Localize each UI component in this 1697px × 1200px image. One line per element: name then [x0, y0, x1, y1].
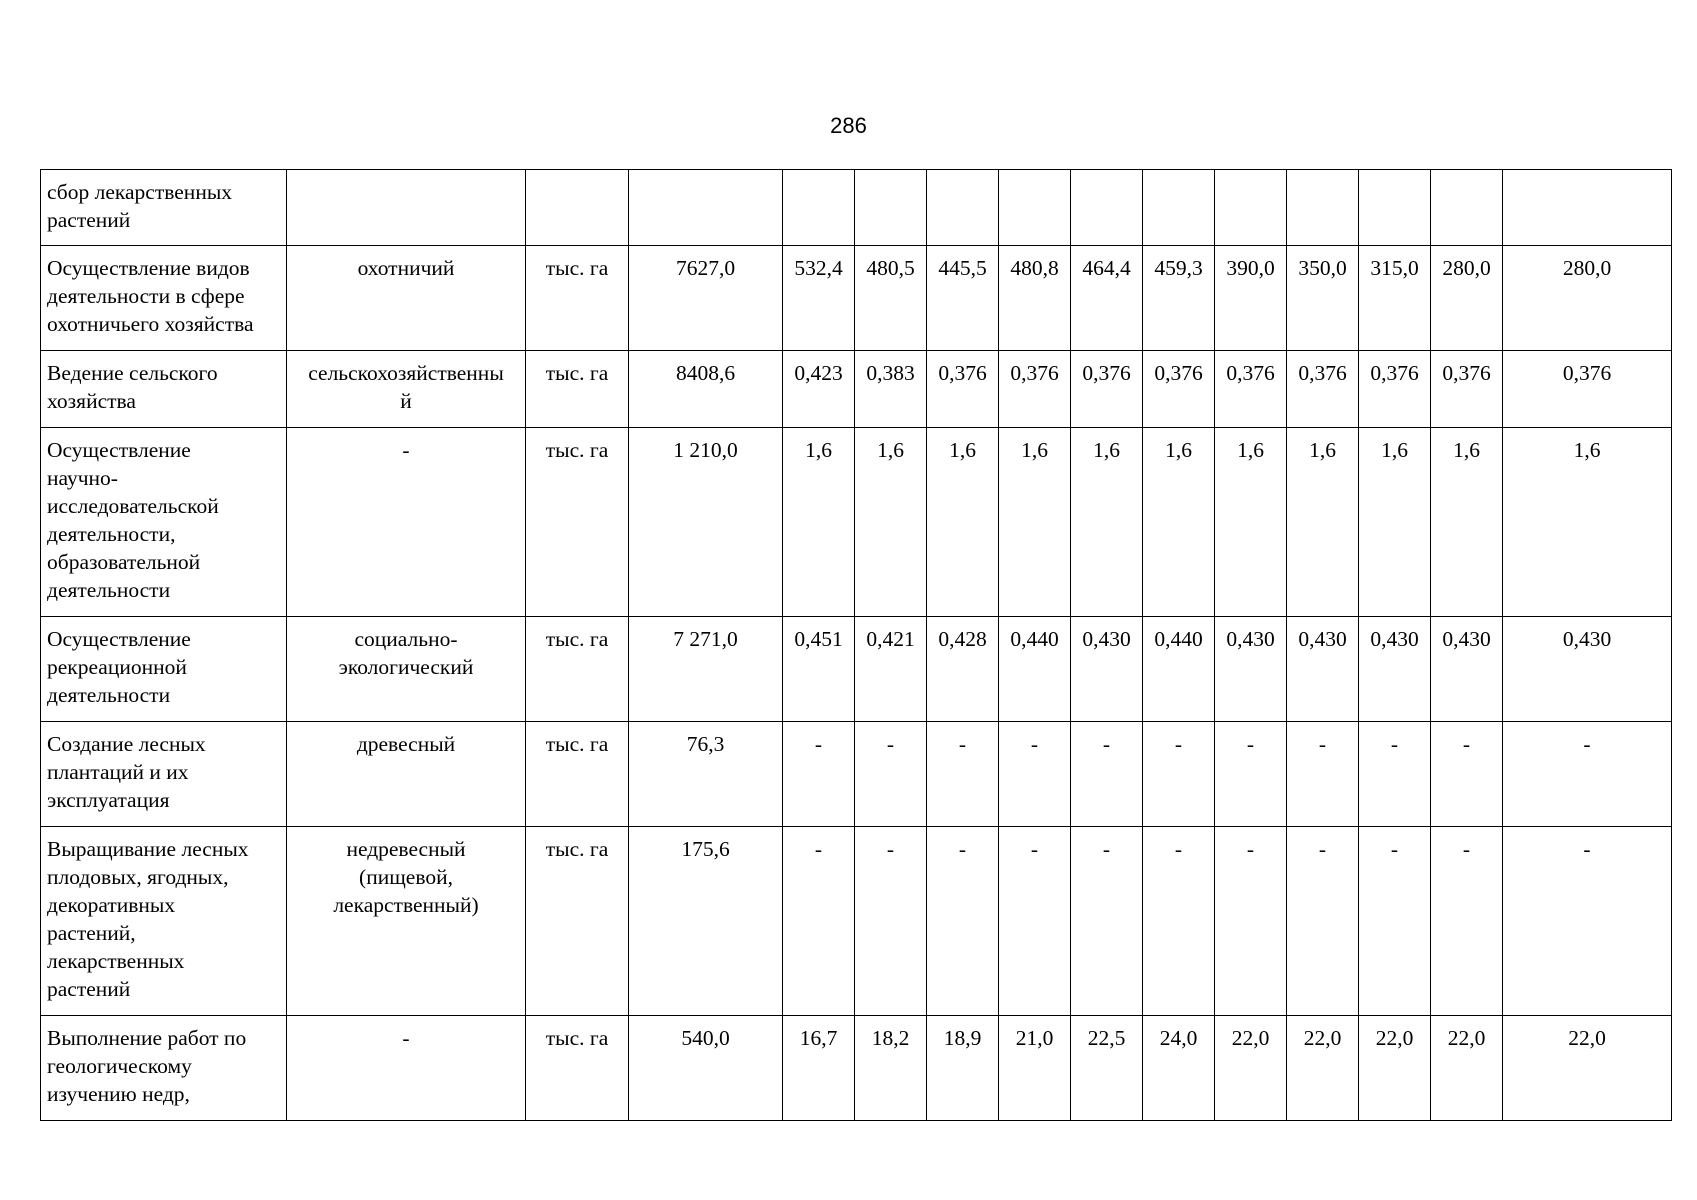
unit-cell: тыс. га — [526, 722, 629, 827]
value-cell: - — [1215, 827, 1287, 1016]
activity-line: Осуществление — [47, 627, 191, 651]
table-row — [41, 351, 1672, 428]
value-cell: - — [1359, 722, 1431, 827]
total-area-cell: 175,6 — [629, 827, 783, 1016]
value-cell: - — [855, 827, 927, 1016]
value-cell: - — [999, 827, 1071, 1016]
value-cell: 1,6 — [1071, 428, 1143, 617]
activity-line: деятельности — [47, 578, 171, 602]
value-cell: - — [1143, 722, 1215, 827]
value-cell: - — [1431, 722, 1503, 827]
unit-cell: тыс. га — [526, 1016, 629, 1121]
value-cell — [1359, 170, 1431, 246]
value-cell: 480,5 — [855, 246, 927, 351]
value-cell: 1,6 — [783, 428, 855, 617]
unit-cell: тыс. га — [526, 617, 629, 722]
value-cell: 1,6 — [1431, 428, 1503, 617]
value-cell: 350,0 — [1287, 246, 1359, 351]
value-cell — [1287, 170, 1359, 246]
resource-line: недревесный — [346, 837, 466, 861]
value-cell: 0,423 — [783, 351, 855, 428]
value-cell: - — [1071, 827, 1143, 1016]
activity-line: растений, — [47, 921, 136, 945]
total-area-cell: 7 271,0 — [629, 617, 783, 722]
value-cell: 18,9 — [927, 1016, 999, 1121]
value-cell: 1,6 — [1215, 428, 1287, 617]
value-cell: 315,0 — [1359, 246, 1431, 351]
resource-cell — [287, 170, 526, 246]
activity-line: геологическому — [47, 1054, 192, 1078]
activity-line: Осуществление — [47, 438, 191, 462]
value-cell: 0,383 — [855, 351, 927, 428]
activity-line: плодовых, ягодных, — [47, 865, 229, 889]
table-row — [41, 428, 1672, 617]
table-row — [41, 246, 1672, 351]
forest-use-table — [40, 169, 1672, 1121]
value-cell: 0,430 — [1359, 617, 1431, 722]
value-cell: 459,3 — [1143, 246, 1215, 351]
total-area-cell: 540,0 — [629, 1016, 783, 1121]
unit-cell: тыс. га — [526, 351, 629, 428]
activity-line: эксплуатация — [47, 788, 170, 812]
total-area-cell: 1 210,0 — [629, 428, 783, 617]
value-cell: - — [783, 827, 855, 1016]
activity-line: деятельности, — [47, 522, 176, 546]
resource-cell — [287, 1016, 526, 1121]
activity-line: растений — [47, 977, 131, 1001]
activity-line: декоративных — [47, 893, 176, 917]
value-cell: - — [1143, 827, 1215, 1016]
resource-line: й — [400, 389, 412, 413]
value-cell: - — [1359, 827, 1431, 1016]
activity-line: деятельности — [47, 683, 171, 707]
resource-line: (пищевой, — [359, 865, 453, 889]
activity-line: образовательной — [47, 550, 201, 574]
value-cell: 0,376 — [999, 351, 1071, 428]
table-row — [41, 827, 1672, 1016]
resource-line: социально- — [354, 627, 458, 651]
total-area-cell: 7627,0 — [629, 246, 783, 351]
value-cell: 22,0 — [1287, 1016, 1359, 1121]
value-cell: 0,376 — [1431, 351, 1503, 428]
activity-line: научно- — [47, 466, 118, 490]
value-cell: - — [783, 722, 855, 827]
value-cell: - — [927, 827, 999, 1016]
value-cell — [1431, 170, 1503, 246]
value-cell: - — [1215, 722, 1287, 827]
value-cell: 0,440 — [999, 617, 1071, 722]
value-cell: - — [999, 722, 1071, 827]
activity-line: Выращивание лесных — [47, 837, 249, 861]
unit-cell: тыс. га — [526, 428, 629, 617]
activity-cell — [41, 170, 287, 246]
value-cell: 0,376 — [1503, 351, 1672, 428]
activity-cell — [41, 428, 287, 617]
value-cell: 1,6 — [1359, 428, 1431, 617]
value-cell — [1215, 170, 1287, 246]
activity-line: Ведение сельского — [47, 361, 218, 385]
value-cell — [855, 170, 927, 246]
value-cell: - — [1287, 722, 1359, 827]
value-cell: 1,6 — [1143, 428, 1215, 617]
activity-line: охотничьего хозяйства — [47, 312, 254, 336]
resource-line: - — [402, 1026, 410, 1050]
resource-cell — [287, 246, 526, 351]
activity-cell — [41, 722, 287, 827]
activity-line: рекреационной — [47, 655, 187, 679]
value-cell: - — [927, 722, 999, 827]
unit-cell: тыс. га — [526, 827, 629, 1016]
resource-cell — [287, 827, 526, 1016]
table-row — [41, 722, 1672, 827]
table-row — [41, 170, 1672, 246]
value-cell: 280,0 — [1503, 246, 1672, 351]
activity-line: изучению недр, — [47, 1082, 190, 1106]
value-cell: 445,5 — [927, 246, 999, 351]
value-cell: 0,376 — [1359, 351, 1431, 428]
value-cell: 464,4 — [1071, 246, 1143, 351]
value-cell — [999, 170, 1071, 246]
value-cell: - — [1287, 827, 1359, 1016]
resource-cell — [287, 351, 526, 428]
resource-cell — [287, 428, 526, 617]
value-cell: 22,0 — [1359, 1016, 1431, 1121]
activity-line: сбор лекарственных — [47, 180, 233, 204]
value-cell: 22,5 — [1071, 1016, 1143, 1121]
value-cell: 1,6 — [855, 428, 927, 617]
activity-cell — [41, 351, 287, 428]
value-cell: 1,6 — [927, 428, 999, 617]
value-cell — [1143, 170, 1215, 246]
resource-line: древесный — [356, 732, 456, 756]
activity-line: исследовательской — [47, 494, 219, 518]
value-cell: 532,4 — [783, 246, 855, 351]
page-number: 286 — [830, 113, 867, 138]
value-cell: 280,0 — [1431, 246, 1503, 351]
resource-line: лекарственный) — [333, 893, 479, 917]
value-cell: 0,376 — [1287, 351, 1359, 428]
value-cell: 1,6 — [1503, 428, 1672, 617]
activity-line: хозяйства — [47, 389, 136, 413]
value-cell — [927, 170, 999, 246]
value-cell: 16,7 — [783, 1016, 855, 1121]
resource-line: экологический — [338, 655, 474, 679]
value-cell: - — [1503, 722, 1672, 827]
value-cell: 0,430 — [1503, 617, 1672, 722]
activity-cell — [41, 827, 287, 1016]
value-cell: 0,421 — [855, 617, 927, 722]
activity-line: лекарственных — [47, 949, 185, 973]
value-cell: 22,0 — [1215, 1016, 1287, 1121]
value-cell: 0,376 — [1071, 351, 1143, 428]
activity-line: растений — [47, 208, 131, 232]
unit-cell — [526, 170, 629, 246]
value-cell: 0,451 — [783, 617, 855, 722]
resource-cell — [287, 722, 526, 827]
value-cell: 0,376 — [1215, 351, 1287, 428]
value-cell: 0,376 — [1143, 351, 1215, 428]
total-area-cell: 8408,6 — [629, 351, 783, 428]
activity-line: деятельности в сфере — [47, 284, 245, 308]
value-cell: 0,430 — [1215, 617, 1287, 722]
activity-cell — [41, 1016, 287, 1121]
value-cell: 0,440 — [1143, 617, 1215, 722]
activity-line: плантаций и их — [47, 760, 189, 784]
value-cell — [1071, 170, 1143, 246]
resource-line: охотничий — [357, 256, 455, 280]
total-area-cell — [629, 170, 783, 246]
activity-cell — [41, 246, 287, 351]
resource-cell — [287, 617, 526, 722]
value-cell: 390,0 — [1215, 246, 1287, 351]
resource-line: - — [402, 438, 410, 462]
value-cell: 0,430 — [1287, 617, 1359, 722]
activity-line: Выполнение работ по — [47, 1026, 247, 1050]
value-cell: 21,0 — [999, 1016, 1071, 1121]
total-area-cell: 76,3 — [629, 722, 783, 827]
activity-cell — [41, 617, 287, 722]
value-cell — [1503, 170, 1672, 246]
value-cell: 0,430 — [1431, 617, 1503, 722]
value-cell: - — [1503, 827, 1672, 1016]
value-cell: 24,0 — [1143, 1016, 1215, 1121]
value-cell: - — [1431, 827, 1503, 1016]
activity-line: Создание лесных — [47, 732, 206, 756]
value-cell: 22,0 — [1503, 1016, 1672, 1121]
value-cell: 0,430 — [1071, 617, 1143, 722]
value-cell — [783, 170, 855, 246]
value-cell: 0,428 — [927, 617, 999, 722]
table-row — [41, 1016, 1672, 1121]
value-cell: 1,6 — [999, 428, 1071, 617]
value-cell: - — [1071, 722, 1143, 827]
activity-line: Осуществление видов — [47, 256, 250, 280]
table-row — [41, 617, 1672, 722]
unit-cell: тыс. га — [526, 246, 629, 351]
value-cell: - — [855, 722, 927, 827]
table-body — [41, 170, 1672, 1121]
value-cell: 18,2 — [855, 1016, 927, 1121]
value-cell: 22,0 — [1431, 1016, 1503, 1121]
value-cell: 1,6 — [1287, 428, 1359, 617]
resource-line: сельскохозяйственны — [308, 361, 504, 385]
value-cell: 480,8 — [999, 246, 1071, 351]
value-cell: 0,376 — [927, 351, 999, 428]
